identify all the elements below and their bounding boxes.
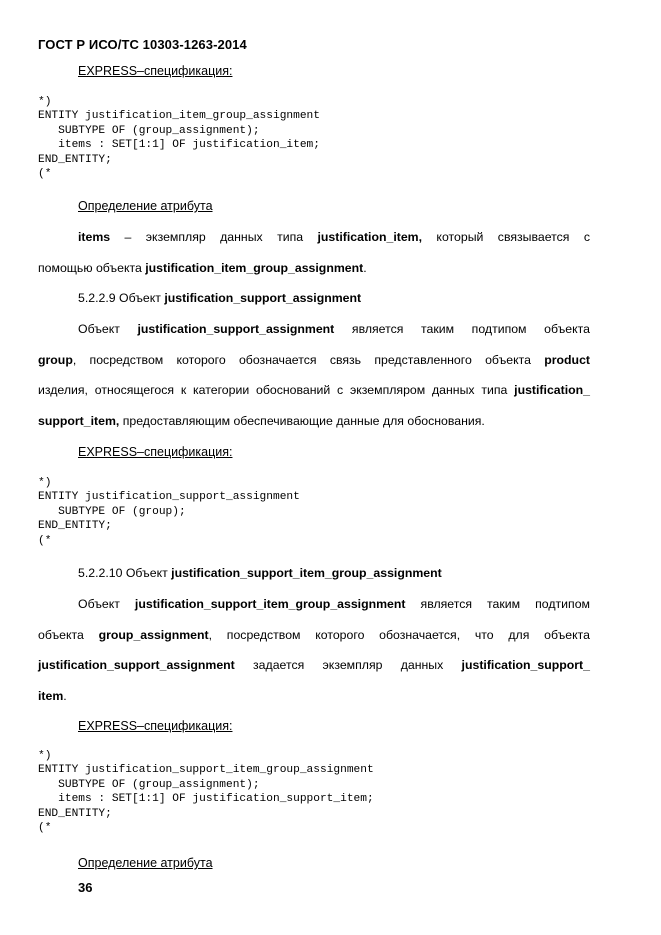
page-number: 36 xyxy=(78,880,93,895)
type-name: item xyxy=(38,689,64,703)
paragraph-line xyxy=(38,353,590,367)
paragraph-line xyxy=(38,658,590,672)
entity-name: group_assignment xyxy=(98,628,209,642)
express-code-block: *) ENTITY justification_support_item_group_assignment SUBTYPE OF (group_assignment); items : SET[1:1] OF justification_support_item; END_ENTITY; (* xyxy=(38,750,374,835)
text-run: изделия, относящегося к категории обоснований с экземпляром данных типа xyxy=(38,383,515,397)
section-number: 5.2.2.9 Объект xyxy=(78,291,165,305)
paragraph-line xyxy=(38,597,590,611)
text-run: предоставляющим обеспечивающие данные для обоснования. xyxy=(119,414,485,428)
entity-name: justification_support_item_group_assignment xyxy=(134,597,406,611)
text-run: Объект xyxy=(78,597,135,611)
section-heading xyxy=(78,566,442,580)
paragraph-line xyxy=(38,689,590,703)
text-run: является таким подтипом xyxy=(405,597,590,611)
type-name: justification_ xyxy=(514,383,590,397)
text-run: – xyxy=(110,230,146,244)
text-run: , посредством которого обозначается, что для объекта xyxy=(208,628,590,642)
text-run: является таким подтипом объекта xyxy=(334,322,590,336)
text-run: Объект xyxy=(78,322,138,336)
text-run: . xyxy=(63,689,67,703)
text-run: объекта xyxy=(38,628,99,642)
type-name: justification_support_ xyxy=(461,658,590,672)
paragraph-line xyxy=(38,261,590,275)
entity-name: justification_support_assignment xyxy=(38,658,235,672)
text-run: задается экземпляр данных xyxy=(234,658,462,672)
attribute-name: items xyxy=(78,230,111,244)
entity-name: justification_item_group_assignment xyxy=(145,261,364,275)
paragraph-line xyxy=(38,383,590,397)
express-spec-label: EXPRESS–спецификация: xyxy=(78,719,233,733)
text-run: который связывается с xyxy=(422,230,590,244)
page-header: ГОСТ Р ИСО/ТС 10303-1263-2014 xyxy=(38,37,247,52)
section-number: 5.2.2.10 Объект xyxy=(78,566,172,580)
express-spec-label: EXPRESS–спецификация: xyxy=(78,445,233,459)
type-name: justification_item, xyxy=(317,230,423,244)
type-name: support_item, xyxy=(38,414,120,428)
section-heading xyxy=(78,291,361,305)
express-code-block: *) ENTITY justification_support_assignment SUBTYPE OF (group); END_ENTITY; (* xyxy=(38,477,300,547)
section-entity-name: justification_support_item_group_assignment xyxy=(171,566,442,580)
express-code-block: *) ENTITY justification_item_group_assignment SUBTYPE OF (group_assignment); items : SET[1:1] OF justification_item; END_ENTITY; (* xyxy=(38,96,320,181)
entity-name: justification_support_assignment xyxy=(137,322,335,336)
attribute-definition-label: Определение атрибута xyxy=(78,856,213,870)
text-run: . xyxy=(363,261,367,275)
express-spec-label: EXPRESS–спецификация: xyxy=(78,64,233,78)
paragraph-line xyxy=(38,322,590,336)
text-run: экземпляр данных типа xyxy=(145,230,318,244)
paragraph-line xyxy=(38,230,590,244)
entity-name: group xyxy=(38,353,73,367)
paragraph-line xyxy=(38,628,590,642)
paragraph-line xyxy=(38,414,590,428)
text-run: , посредством которого обозначается связь представленного объекта xyxy=(72,353,545,367)
section-entity-name: justification_support_assignment xyxy=(164,291,362,305)
attribute-definition-label: Определение атрибута xyxy=(78,199,213,213)
entity-name: product xyxy=(544,353,590,367)
text-run: помощью объекта xyxy=(38,261,146,275)
